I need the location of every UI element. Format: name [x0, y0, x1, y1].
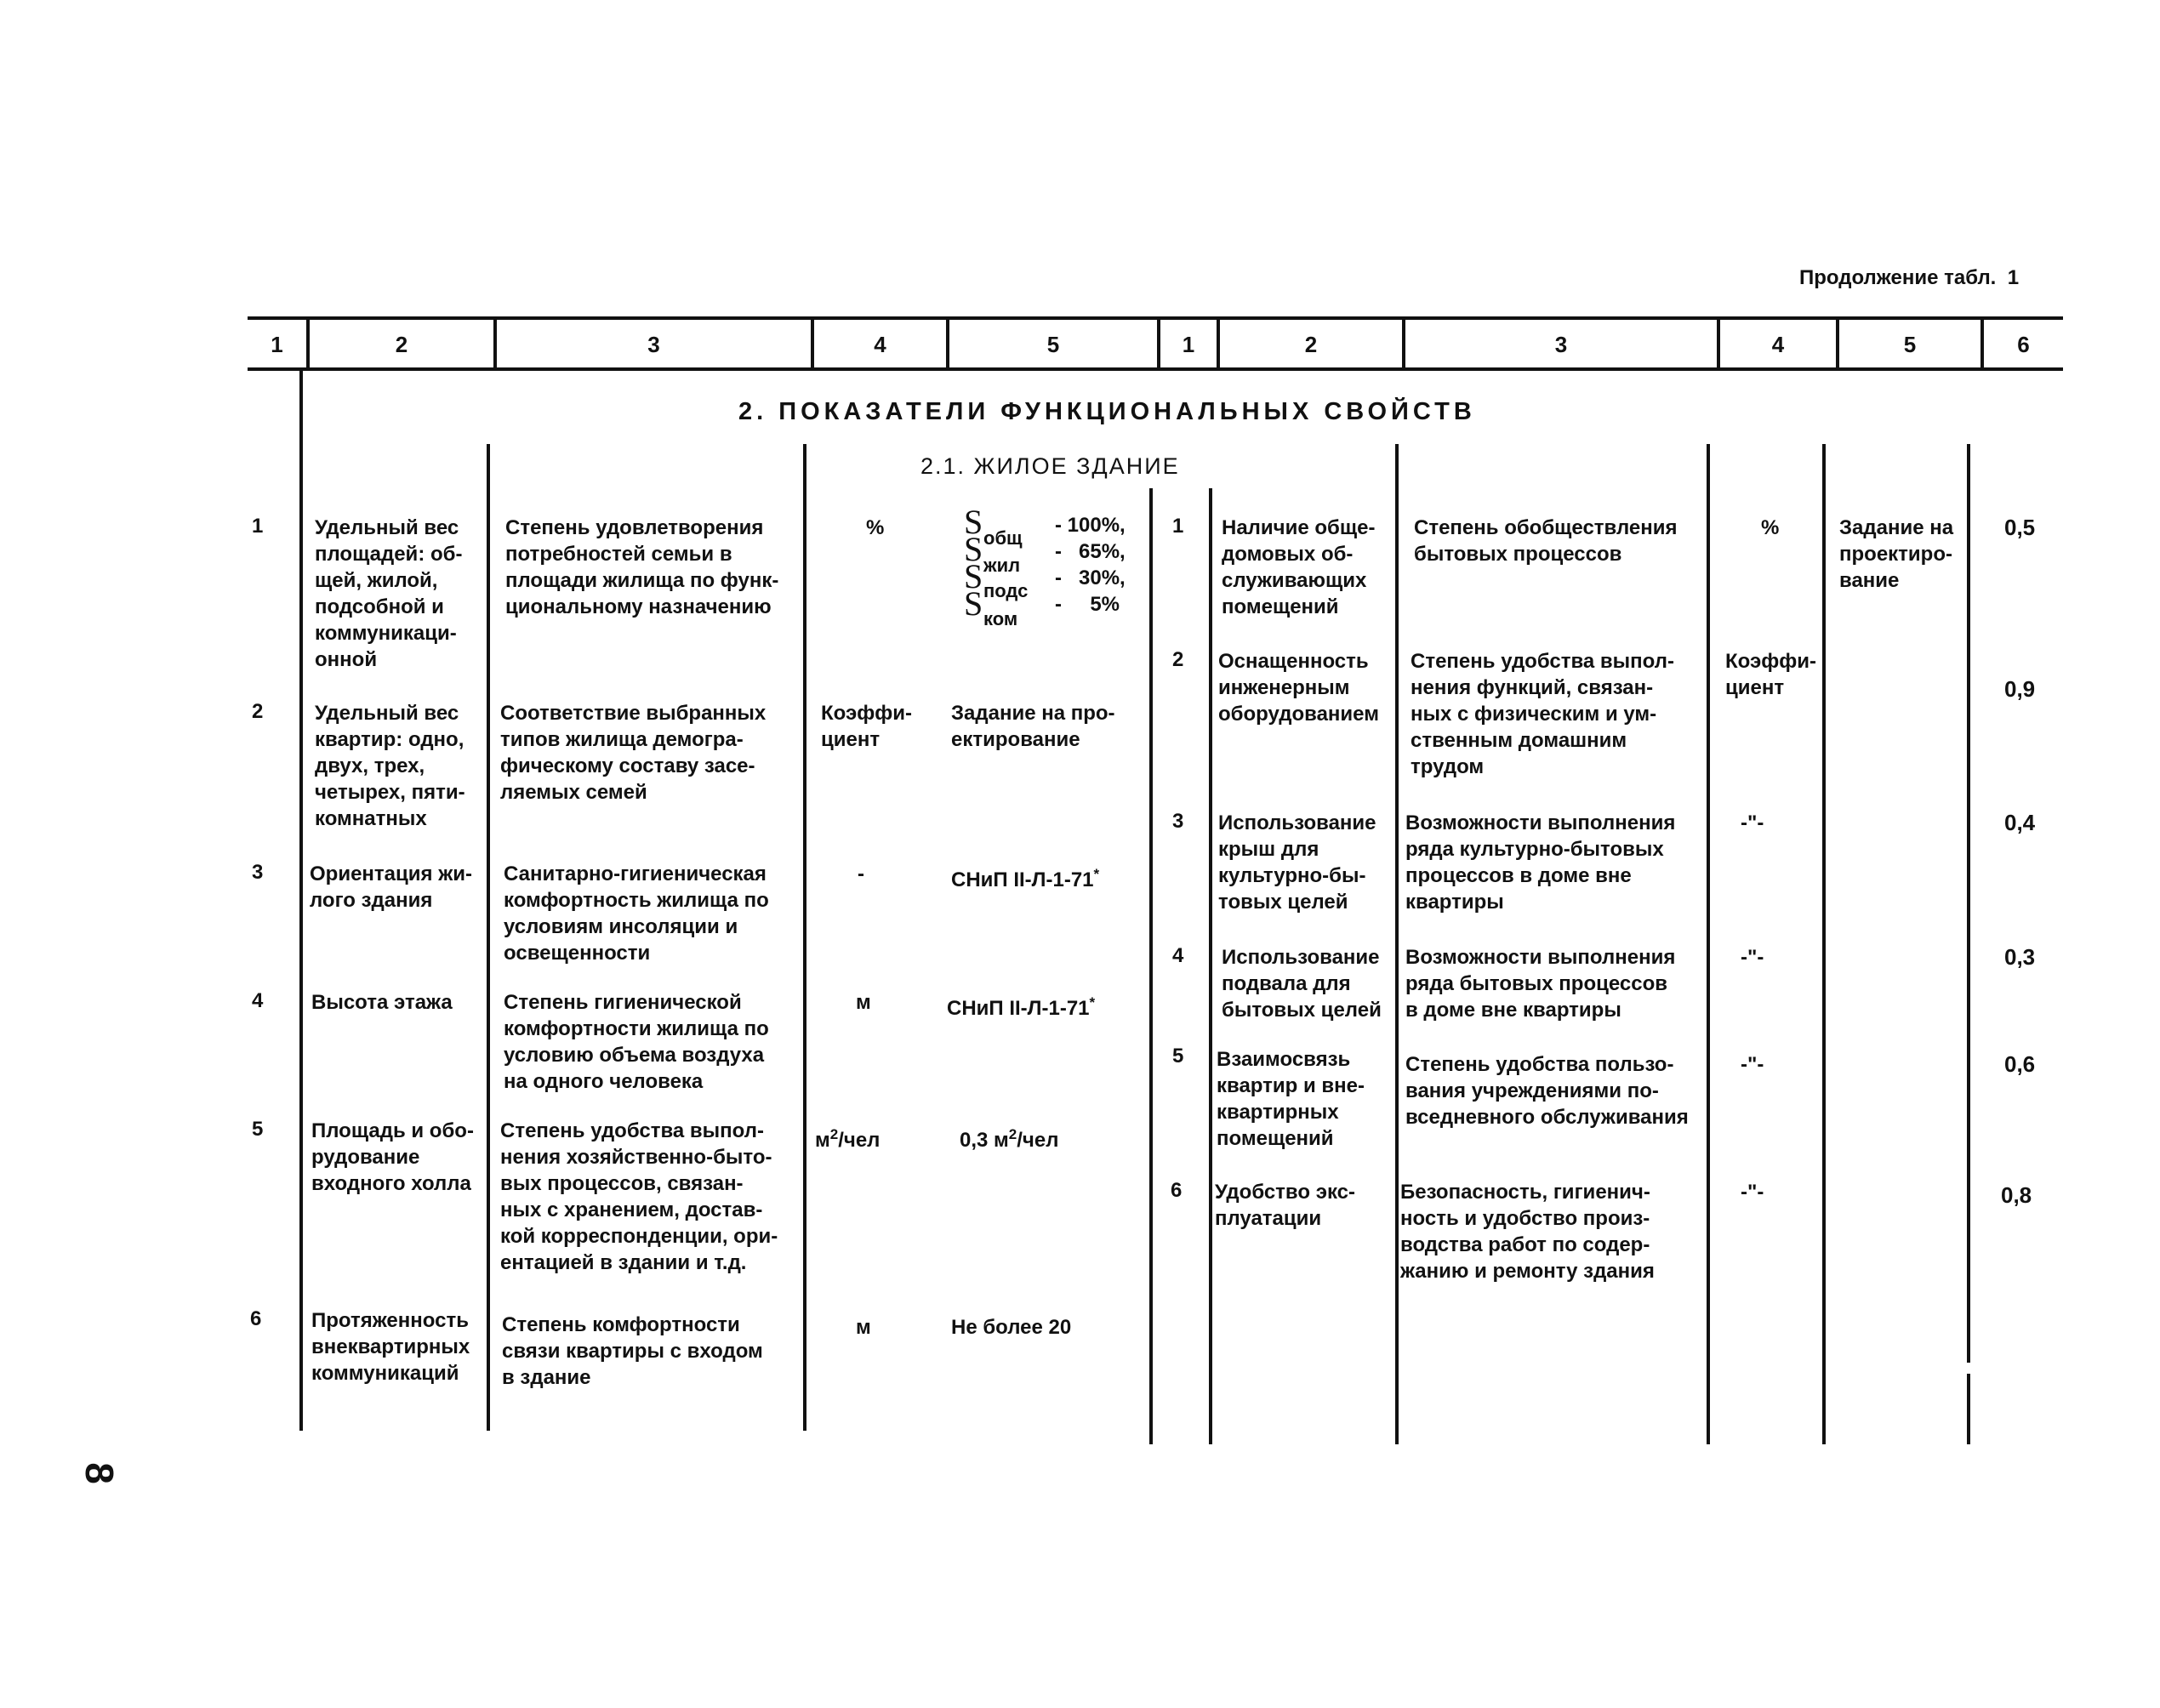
weight-coefficient: 0,9	[2004, 676, 2036, 702]
weight-coefficient: 0,8	[2001, 1182, 2032, 1208]
weight-coefficient: 0,3	[2004, 944, 2036, 970]
indicator-criterion: Степень удобства выпол- нения функций, связан- ных с физическим и ум- ственным домашним трудом	[1411, 650, 1674, 778]
column-divider	[1149, 488, 1153, 1444]
indicator-unit: -	[858, 863, 864, 885]
indicator-unit: м	[856, 991, 871, 1014]
indicator-unit: $м^2$/чел	[815, 1126, 881, 1152]
column-divider	[1967, 1374, 1970, 1444]
indicator-unit: -"-	[1741, 1181, 1764, 1204]
page-number: 8	[77, 1462, 122, 1484]
column-divider	[1707, 444, 1710, 1444]
indicator-criterion: Степень обобществления бытовых процессов	[1414, 516, 1678, 566]
indicator-criterion: Степень гигиенической комфортности жилища по условию объема воздуха на одного человека	[504, 991, 769, 1093]
row-number: 6	[1171, 1179, 1183, 1202]
indicator-name: Площадь и обо- рудование входного холла	[311, 1119, 474, 1195]
indicator-criterion: Соответствие выбранных типов жилища демогра- фическому составу засе- ляемых семей	[500, 702, 767, 804]
header-cell: 4	[874, 332, 886, 357]
indicator-unit: -"-	[1741, 1053, 1764, 1076]
indicator-name: Протяженность внеквартирных коммуникаций	[311, 1309, 470, 1385]
indicator-criterion: Санитарно-гигиеническая комфортность жилища по условиям инсоляции и освещенности	[504, 863, 769, 965]
row-number: 5	[252, 1118, 264, 1141]
indicator-unit: -"-	[1741, 811, 1764, 834]
indicator-criterion: Возможности выполнения ряда бытовых процессов в доме вне квартиры	[1405, 946, 1676, 1022]
header-cell: 3	[647, 332, 660, 357]
indicator-unit: м	[856, 1316, 871, 1339]
indicator-name: Удельный вес квартир: одно, двух, трех, четырех, пяти- комнатных	[315, 702, 465, 830]
indicator-value: Не более 20	[951, 1316, 1072, 1339]
row-number: 1	[1172, 515, 1184, 538]
header-cell: 5	[1046, 332, 1060, 357]
header-cell: 5	[1903, 332, 1917, 357]
indicator-unit: %	[866, 516, 885, 539]
row-number: 2	[1172, 648, 1184, 671]
column-divider	[1209, 488, 1212, 1444]
row-number: 4	[1172, 944, 1184, 967]
subsection-title: 2.1. ЖИЛОЕ ЗДАНИЕ	[920, 453, 1180, 479]
indicator-criterion: Степень удовлетворения потребностей семьи в площади жилища по функ- циональному назначению	[505, 516, 779, 618]
header-cell: 1	[1182, 332, 1195, 357]
weight-coefficient: 0,4	[2004, 810, 2036, 835]
row-number: 6	[250, 1307, 262, 1330]
indicator-value: Задание на проектиро- вание	[1839, 516, 1954, 592]
indicator-name: Ориентация жи- лого здания	[310, 863, 472, 912]
header-cell: 2	[395, 332, 408, 357]
row-number: 4	[252, 989, 264, 1012]
row-number: 2	[252, 700, 264, 723]
header-top-rule	[248, 316, 2063, 320]
document-page: Продолжение табл. 1 1 2 3 4 5 1 2 3 4 5 6 2. ПОКАЗАТЕЛИ ФУНКЦИОНАЛЬНЫХ СВОЙСТВ 2.1. ЖИЛОЕ ЗДАНИЕ 1 Удельный вес площадей: об- щей, жилой, подсобной и коммуникаци- онной Степень удовлетворения потребностей семьи в площади жилища по функ- циональному назначению % S общ - 100%, S жил - 65%, S подс - 30%, S ком - 5% 2 Удельный вес квартир: одно, двух, трех, четырех, пяти- комнатных Соответствие выбранных типов жилища демогра- фическому составу засе- ляемых семей Коэффи- циент Задание на про- ектирование 3 Ориентация жи- лого здания Санитарно-гигиеническая комфортность жилища по условиям инсоляции и освещенности - СНиП II-Л-1-71* 4 Высота этажа Степень гигиенической комфортности жилища по условию объема воздуха на одного человека м СНиП II-Л-1-71* 5 Площадь и обо- рудование входного холла Степень удобства выпол- нения хозяйственно-быто- вых процессов, связан- ных с хранением, достав- кой корреспонденции, ори- ентацией в здании и т.д. $м^2$/чел 0,3 $м^2$/чел 6 Протяженность внеквартирных коммуникаций Степень комфортности связи квартиры с входом в здание м Не более 20 1 Наличие обще- домовых об- служивающих помещений Степень обобществления бытовых процессов % Задание на проектиро- вание 0,5 2 Оснащенность инженерным оборудованием Степень удобства выпол- нения функций, связан- ных с физическим и ум- ственным домашним трудом Коэффи- циент 0,9 3 Использование крыш для культурно-бы- товых целей Возможности выполнения ряда культурно-бытовых процессов в доме вне квартиры -"- 0,4 4 Использование подвала для бытовых целей Возможности выполнения ряда бытовых процессов в доме вне квартиры -"- 0,3 5 Взаимосвязь квартир и вне- квартирных помещений Степень удобства пользо- вания учреждениями по- вседневного обслуживания -"- 0,6 6 Удобство экс- плуатации Безопасность, гигиенич- ность и удобство произ- водства работ по содер- жанию и ремонту здания -"- 0,8 8	[0, 0, 2160, 1708]
weight-coefficient: 0,6	[2004, 1051, 2036, 1077]
indicator-name: Высота этажа	[311, 991, 453, 1014]
table-continuation-caption: Продолжение табл. 1	[1799, 266, 2020, 289]
column-divider	[803, 444, 806, 1431]
column-divider	[1395, 444, 1399, 1444]
indicator-criterion: Возможности выполнения ряда культурно-бытовых процессов в доме вне квартиры	[1405, 811, 1676, 914]
header-cell: 2	[1304, 332, 1318, 357]
indicator-unit: %	[1761, 516, 1780, 539]
header-cell: 3	[1554, 332, 1568, 357]
indicator-value: 0,3 $м^2$/чел	[960, 1126, 1059, 1152]
column-divider	[1822, 444, 1826, 1444]
section-title: 2. ПОКАЗАТЕЛИ ФУНКЦИОНАЛЬНЫХ СВОЙСТВ	[738, 398, 1476, 425]
indicator-value: Задание на про- ектирование	[951, 702, 1115, 751]
header-cell: 4	[1771, 332, 1785, 357]
indicator-name: Использование подвала для бытовых целей	[1222, 946, 1382, 1022]
indicator-value: СНиП II-Л-1-71*	[951, 866, 1100, 891]
indicator-unit: Коэффи- циент	[821, 702, 912, 751]
weight-coefficient: 0,5	[2004, 515, 2036, 540]
header-bottom-rule	[248, 367, 2063, 371]
row-number: 5	[1172, 1045, 1184, 1068]
indicator-criterion: Степень комфортности связи квартиры с входом в здание	[502, 1313, 763, 1389]
indicator-unit: Коэффи- циент	[1725, 650, 1816, 699]
indicator-criterion: Степень удобства выпол- нения хозяйственно-быто- вых процессов, связан- ных с хранением, достав- кой корреспонденции, ори- ентацией в здании и т.д.	[500, 1119, 778, 1274]
row-number: 3	[1172, 810, 1184, 833]
row-number: 3	[252, 861, 264, 884]
column-divider	[1967, 444, 1970, 1363]
row-number: 1	[252, 515, 264, 538]
column-divider	[487, 444, 490, 1431]
column-divider	[299, 371, 303, 1431]
indicator-name: Наличие обще- домовых об- служивающих помещений	[1222, 516, 1376, 618]
indicator-name: Удельный вес площадей: об- щей, жилой, подсобной и коммуникаци- онной	[315, 516, 463, 671]
header-cell: 6	[2017, 332, 2030, 357]
indicator-name: Взаимосвязь квартир и вне- квартирных помещений	[1217, 1048, 1365, 1150]
indicator-value: СНиП II-Л-1-71*	[947, 994, 1096, 1020]
indicator-name: Использование крыш для культурно-бы- товых целей	[1218, 811, 1376, 914]
indicator-name: Оснащенность инженерным оборудованием	[1218, 650, 1379, 726]
indicator-name: Удобство экс- плуатации	[1215, 1181, 1355, 1230]
indicator-criterion: Степень удобства пользо- вания учреждениями по- вседневного обслуживания	[1405, 1053, 1689, 1129]
indicator-criterion: Безопасность, гигиенич- ность и удобство произ- водства работ по содер- жанию и ремонту здания	[1400, 1181, 1655, 1283]
indicator-unit: -"-	[1741, 946, 1764, 969]
header-cell: 1	[271, 332, 283, 357]
